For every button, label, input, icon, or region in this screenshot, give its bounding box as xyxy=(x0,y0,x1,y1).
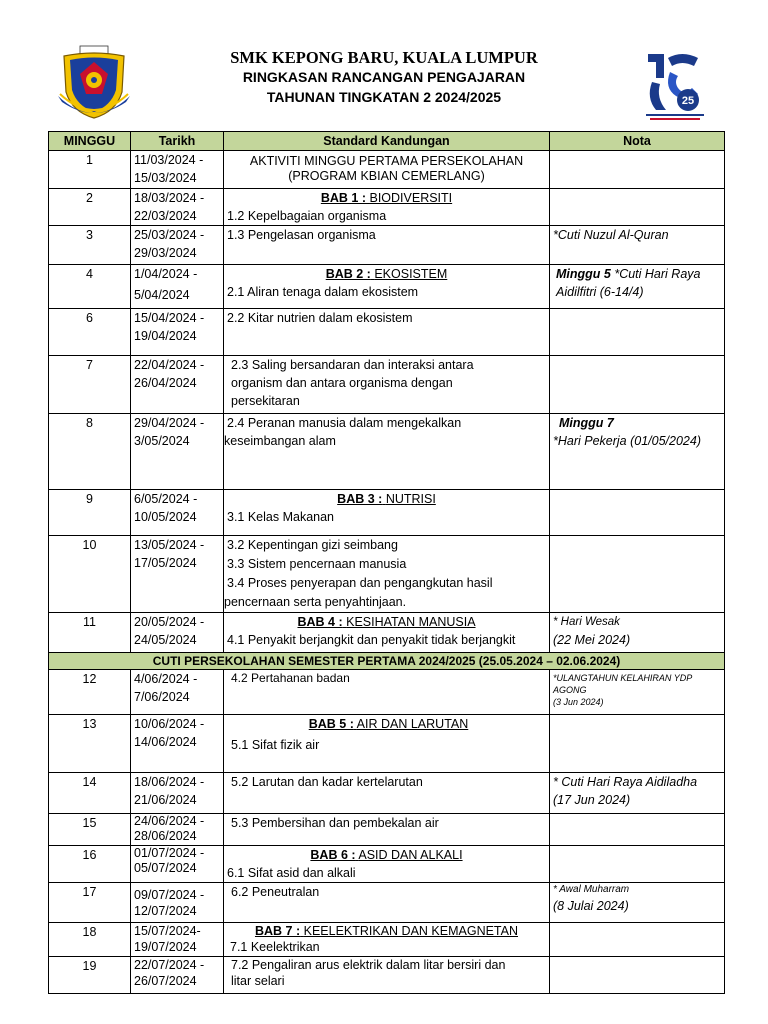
minggu-cell: 16 xyxy=(49,846,131,883)
school-crest-icon xyxy=(56,44,132,122)
sk-line: 1.3 Pengelasan organisma xyxy=(227,228,376,242)
standard-kandungan-cell xyxy=(224,846,550,883)
sk-line: 5.3 Pembersihan dan pembekalan air xyxy=(231,816,439,830)
table-header-row xyxy=(49,132,725,151)
minggu-cell: 10 xyxy=(49,536,131,613)
standard-kandungan-cell xyxy=(224,536,550,613)
nota-cell xyxy=(550,356,725,414)
tarikh-cell xyxy=(131,923,224,957)
sk-line: AKTIVITI MINGGU PERTAMA PERSEKOLAHAN xyxy=(249,154,524,168)
nota-cell xyxy=(550,414,725,490)
bab-number: BAB 5 : xyxy=(308,717,354,731)
standard-kandungan-cell xyxy=(224,670,550,715)
table-row xyxy=(49,309,725,356)
table-row xyxy=(49,846,725,883)
tarikh-end: 26/04/2024 xyxy=(134,376,197,390)
tarikh-cell xyxy=(131,226,224,265)
standard-kandungan-cell xyxy=(224,414,550,490)
nota-date: (8 Julai 2024) xyxy=(553,899,629,913)
tarikh-end: 5/04/2024 xyxy=(134,288,190,302)
tarikh-end: 19/07/2024 xyxy=(134,940,197,954)
tarikh-cell xyxy=(131,957,224,994)
bab-title: NUTRISI xyxy=(385,492,436,506)
tarikh-end: 22/03/2024 xyxy=(134,209,197,223)
column-header-nota: Nota xyxy=(550,132,725,151)
minggu-cell: 9 xyxy=(49,490,131,536)
bab-heading xyxy=(231,715,546,733)
sk-line: 4.1 Penyakit berjangkit dan penyakit tidak berjangkit xyxy=(227,633,516,647)
tarikh-cell xyxy=(131,814,224,846)
nota-cell xyxy=(550,490,725,536)
tarikh-start: 24/06/2024 - xyxy=(134,814,205,828)
tarikh-start: 6/05/2024 - xyxy=(134,492,198,506)
nota-text: *Cuti Hari Raya Aidilfitri (6-14/4) xyxy=(556,267,701,299)
tarikh-end: 28/06/2024 xyxy=(134,829,197,843)
tarikh-start: 1/04/2024 - xyxy=(134,267,198,281)
tarikh-start: 22/07/2024 - xyxy=(134,958,205,972)
bab-heading xyxy=(227,846,546,864)
nota-date: (22 Mei 2024) xyxy=(553,633,631,647)
tarikh-cell xyxy=(131,846,224,883)
table-row xyxy=(49,414,725,490)
nota-cell xyxy=(550,151,725,189)
tarikh-end: 05/07/2024 xyxy=(134,861,197,875)
bab-number: BAB 1 : xyxy=(320,191,366,205)
tarikh-cell xyxy=(131,356,224,414)
school-holiday-label: CUTI PERSEKOLAHAN SEMESTER PERTAMA 2024/2025 (25.05.2024 – 02.06.2024) xyxy=(49,653,725,670)
nota-cell xyxy=(550,265,725,309)
minggu-cell: 1 xyxy=(49,151,131,189)
sk-line: 2.2 Kitar nutrien dalam ekosistem xyxy=(227,311,413,325)
nota-cell xyxy=(550,814,725,846)
lesson-plan-table xyxy=(48,131,725,994)
table-row xyxy=(49,715,725,773)
standard-kandungan-cell xyxy=(224,883,550,923)
nota-cell xyxy=(550,189,725,226)
tarikh-end: 7/06/2024 xyxy=(134,690,190,704)
nota-text: * Hari Wesak xyxy=(553,616,620,628)
bab-heading xyxy=(227,613,546,631)
sk-line: 6.1 Sifat asid dan alkali xyxy=(227,866,356,880)
nota-minggu: Minggu 7 xyxy=(559,416,614,430)
standard-kandungan-cell xyxy=(224,814,550,846)
tarikh-cell xyxy=(131,309,224,356)
minggu-cell: 6 xyxy=(49,309,131,356)
bab-heading xyxy=(227,923,546,939)
sk-line: 1.2 Kepelbagaian organisma xyxy=(227,209,387,223)
tarikh-start: 01/07/2024 - xyxy=(134,846,205,860)
sk-line: 2.4 Peranan manusia dalam mengekalkan xyxy=(227,416,462,430)
sk-line: 2.3 Saling bersandaran dan interaksi antara xyxy=(231,358,474,372)
document-header xyxy=(0,0,768,132)
standard-kandungan-cell xyxy=(224,613,550,653)
minggu-cell: 15 xyxy=(49,814,131,846)
nota-text: * Awal Muharram xyxy=(553,884,630,895)
bab-number: BAB 7 : xyxy=(254,924,301,938)
tarikh-cell xyxy=(131,414,224,490)
tarikh-end: 19/04/2024 xyxy=(134,329,197,343)
table-row xyxy=(49,536,725,613)
column-header-standard-kandungan: Standard Kandungan xyxy=(224,132,550,151)
table-row xyxy=(49,670,725,715)
nota-text: *Hari Pekerja (01/05/2024) xyxy=(553,434,701,448)
minggu-cell: 8 xyxy=(49,414,131,490)
tarikh-end: 26/07/2024 xyxy=(134,974,197,988)
tarikh-end: 15/03/2024 xyxy=(134,171,197,185)
minggu-cell: 7 xyxy=(49,356,131,414)
sk-line: organism dan antara organisma dengan xyxy=(231,376,453,390)
sk-line: 7.2 Pengaliran arus elektrik dalam litar bersiri dan xyxy=(231,958,506,972)
bab-title: BIODIVERSITI xyxy=(369,191,453,205)
ics-logo-icon xyxy=(642,48,708,124)
minggu-cell: 19 xyxy=(49,957,131,994)
minggu-cell: 3 xyxy=(49,226,131,265)
tarikh-end: 24/05/2024 xyxy=(134,633,197,647)
sk-line: 5.1 Sifat fizik air xyxy=(231,738,320,752)
tarikh-cell xyxy=(131,490,224,536)
tarikh-cell xyxy=(131,883,224,923)
sk-line: pencernaan serta penyahtinjaan. xyxy=(224,595,407,609)
table-row xyxy=(49,814,725,846)
sk-line: 2.1 Aliran tenaga dalam ekosistem xyxy=(227,285,419,299)
tarikh-start: 20/05/2024 - xyxy=(134,615,205,629)
standard-kandungan-cell xyxy=(224,957,550,994)
svg-text:25: 25 xyxy=(681,95,695,107)
title-block xyxy=(160,48,608,107)
sk-line: 5.2 Larutan dan kadar kertelarutan xyxy=(231,775,423,789)
tarikh-start: 15/04/2024 - xyxy=(134,311,205,325)
tarikh-end: 10/05/2024 xyxy=(134,510,197,524)
sk-line: 3.1 Kelas Makanan xyxy=(227,510,335,524)
tarikh-cell xyxy=(131,613,224,653)
tarikh-start: 18/03/2024 - xyxy=(134,191,205,205)
minggu-cell: 14 xyxy=(49,773,131,814)
tarikh-cell xyxy=(131,151,224,189)
minggu-cell: 18 xyxy=(49,923,131,957)
sk-line: 3.2 Kepentingan gizi seimbang xyxy=(227,538,398,552)
bab-heading xyxy=(227,265,546,283)
tarikh-end: 21/06/2024 xyxy=(134,793,197,807)
sk-line: persekitaran xyxy=(231,394,300,408)
tarikh-start: 4/06/2024 - xyxy=(134,672,198,686)
nota-cell xyxy=(550,670,725,715)
standard-kandungan-cell xyxy=(224,356,550,414)
tarikh-cell xyxy=(131,189,224,226)
bab-number: BAB 2 : xyxy=(325,267,371,281)
table-row xyxy=(49,883,725,923)
standard-kandungan-cell xyxy=(224,773,550,814)
table-row xyxy=(49,356,725,414)
school-holiday-row xyxy=(49,653,725,670)
sk-line: keseimbangan alam xyxy=(224,434,336,448)
bab-title: ASID DAN ALKALI xyxy=(358,848,463,862)
bab-number: BAB 6 : xyxy=(310,848,356,862)
minggu-cell: 17 xyxy=(49,883,131,923)
tarikh-start: 18/06/2024 - xyxy=(134,775,205,789)
minggu-cell: 2 xyxy=(49,189,131,226)
tarikh-end: 29/03/2024 xyxy=(134,246,197,260)
tarikh-start: 10/06/2024 - xyxy=(134,717,205,731)
standard-kandungan-cell xyxy=(224,923,550,957)
nota-text: *ULANGTAHUN KELAHIRAN YDP xyxy=(553,673,693,683)
nota-cell: *Cuti Nuzul Al-Quran xyxy=(550,226,725,265)
tarikh-start: 22/04/2024 - xyxy=(134,358,205,372)
nota-cell xyxy=(550,846,725,883)
tarikh-cell xyxy=(131,670,224,715)
minggu-cell: 11 xyxy=(49,613,131,653)
tarikh-start: 25/03/2024 - xyxy=(134,228,205,242)
tarikh-cell xyxy=(131,715,224,773)
standard-kandungan-cell xyxy=(224,715,550,773)
nota-date: (3 Jun 2024) xyxy=(553,697,604,707)
nota-cell xyxy=(550,309,725,356)
sk-line: (PROGRAM KBIAN CEMERLANG) xyxy=(288,169,485,183)
tarikh-start: 13/05/2024 - xyxy=(134,538,205,552)
sk-line: 7.1 Keelektrikan xyxy=(230,940,320,954)
nota-text: * Cuti Hari Raya Aidiladha xyxy=(553,775,698,789)
tarikh-end: 17/05/2024 xyxy=(134,556,197,570)
table-row xyxy=(49,923,725,957)
nota-cell xyxy=(550,773,725,814)
table-row xyxy=(49,189,725,226)
standard-kandungan-cell xyxy=(224,226,550,265)
table-row xyxy=(49,265,725,309)
column-header-minggu: MINGGU xyxy=(49,132,131,151)
standard-kandungan-cell xyxy=(224,189,550,226)
tarikh-cell xyxy=(131,536,224,613)
table-row xyxy=(49,773,725,814)
bab-number: BAB 4 : xyxy=(297,615,343,629)
sk-line: 6.2 Peneutralan xyxy=(231,885,320,899)
bab-heading xyxy=(227,189,546,207)
standard-kandungan-cell xyxy=(224,265,550,309)
table-row xyxy=(49,490,725,536)
table-row xyxy=(49,151,725,189)
minggu-cell: 4 xyxy=(49,265,131,309)
sk-line: litar selari xyxy=(231,974,285,988)
document-subtitle: TAHUNAN TINGKATAN 2 2024/2025 xyxy=(266,89,502,105)
nota-text: AGONG xyxy=(553,685,587,695)
tarikh-start: 09/07/2024 - xyxy=(134,888,205,902)
nota-date: (17 Jun 2024) xyxy=(553,793,631,807)
document-title: RINGKASAN RANCANGAN PENGAJARAN xyxy=(242,69,526,85)
table-row xyxy=(49,613,725,653)
tarikh-end: 3/05/2024 xyxy=(134,434,190,448)
standard-kandungan-cell xyxy=(224,151,550,189)
bab-title: KESIHATAN MANUSIA xyxy=(346,615,476,629)
standard-kandungan-cell xyxy=(224,309,550,356)
bab-title: AIR DAN LARUTAN xyxy=(356,717,469,731)
minggu-cell: 13 xyxy=(49,715,131,773)
tarikh-cell xyxy=(131,265,224,309)
sk-line: 3.3 Sistem pencernaan manusia xyxy=(227,557,407,571)
nota-minggu: Minggu 5 xyxy=(556,267,611,281)
standard-kandungan-cell xyxy=(224,490,550,536)
bab-heading xyxy=(227,490,546,508)
tarikh-end: 12/07/2024 xyxy=(134,904,197,918)
nota-cell xyxy=(550,715,725,773)
sk-line: 3.4 Proses penyerapan dan pengangkutan hasil xyxy=(227,576,493,590)
tarikh-end: 14/06/2024 xyxy=(134,735,197,749)
table-row xyxy=(49,226,725,265)
tarikh-start: 29/04/2024 - xyxy=(134,416,205,430)
nota-cell xyxy=(550,613,725,653)
tarikh-start: 11/03/2024 - xyxy=(134,153,204,167)
nota-cell xyxy=(550,957,725,994)
bab-title: KEELEKTRIKAN DAN KEMAGNETAN xyxy=(303,924,519,938)
tarikh-cell xyxy=(131,773,224,814)
school-name: SMK KEPONG BARU, KUALA LUMPUR xyxy=(230,48,538,67)
minggu-cell: 12 xyxy=(49,670,131,715)
bab-title: EKOSISTEM xyxy=(374,267,448,281)
bab-number: BAB 3 : xyxy=(337,492,383,506)
nota-cell xyxy=(550,923,725,957)
tarikh-start: 15/07/2024- xyxy=(134,924,201,938)
nota-cell xyxy=(550,883,725,923)
column-header-tarikh: Tarikh xyxy=(131,132,224,151)
sk-line: 4.2 Pertahanan badan xyxy=(231,671,350,685)
nota-cell xyxy=(550,536,725,613)
table-row xyxy=(49,957,725,994)
